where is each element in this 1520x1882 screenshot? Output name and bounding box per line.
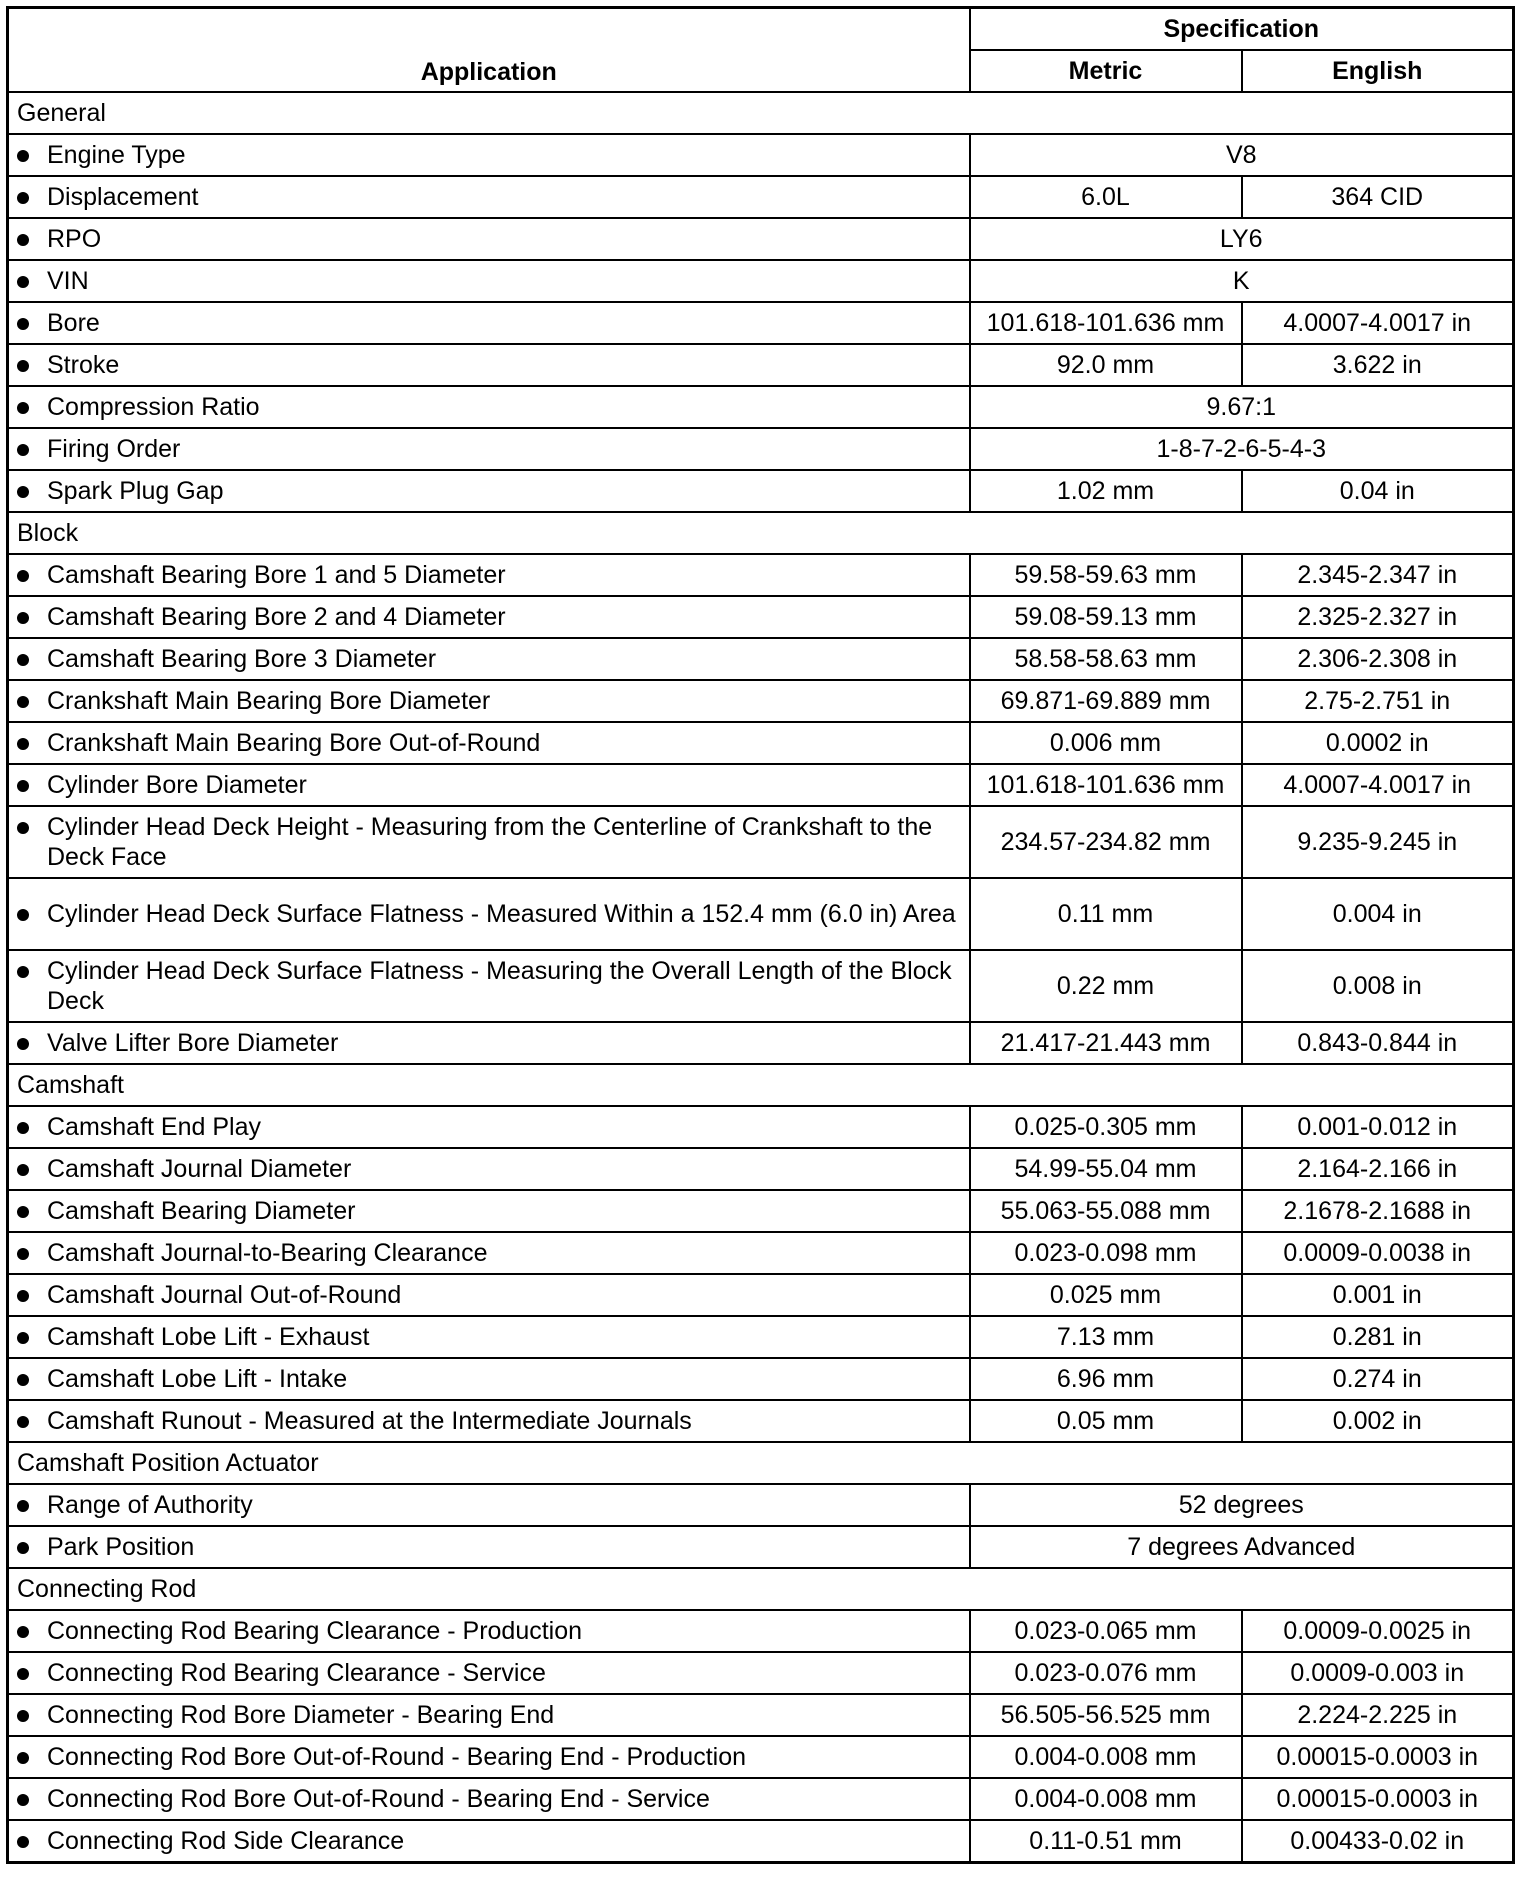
application-label: Connecting Rod Bearing Clearance - Service: [47, 1659, 546, 1687]
english-value: 2.75-2.751 in: [1242, 680, 1514, 722]
english-value: 0.00433-0.02 in: [1242, 1820, 1514, 1863]
application-label: Cylinder Head Deck Surface Flatness - Measuring the Overall Length of the Block Deck: [47, 957, 952, 1015]
application-label: RPO: [47, 225, 102, 253]
application-label: Connecting Rod Bore Diameter - Bearing End: [47, 1701, 555, 1729]
application-label: Stroke: [47, 351, 120, 379]
bullet-icon: [17, 360, 29, 372]
metric-value: 69.871-69.889 mm: [970, 680, 1242, 722]
metric-value: 0.11 mm: [970, 878, 1242, 950]
bullet-icon: [17, 1122, 29, 1134]
metric-value: 0.05 mm: [970, 1400, 1242, 1442]
table-row: [8, 386, 1514, 428]
english-value: 0.04 in: [1242, 470, 1514, 512]
spec-value: V8: [970, 134, 1514, 176]
header-application: Application: [8, 8, 970, 93]
application-label: Spark Plug Gap: [47, 477, 224, 505]
table-row: [8, 1148, 1514, 1190]
english-value: 4.0007-4.0017 in: [1242, 302, 1514, 344]
spec-value: K: [970, 260, 1514, 302]
bullet-icon: [17, 1290, 29, 1302]
application-cell: [8, 554, 970, 596]
application-cell: [8, 764, 970, 806]
application-cell: [8, 1148, 970, 1190]
metric-value: 0.004-0.008 mm: [970, 1778, 1242, 1820]
bullet-icon: [17, 1836, 29, 1848]
bullet-icon: [17, 1374, 29, 1386]
english-value: 0.0002 in: [1242, 722, 1514, 764]
metric-value: 0.023-0.098 mm: [970, 1232, 1242, 1274]
bullet-icon: [17, 276, 29, 288]
table-row: [8, 1820, 1514, 1863]
application-label: Camshaft Journal Out-of-Round: [47, 1281, 402, 1309]
application-label: Cylinder Bore Diameter: [47, 771, 307, 799]
application-cell: [8, 1820, 970, 1863]
english-value: 4.0007-4.0017 in: [1242, 764, 1514, 806]
application-label: Camshaft Lobe Lift - Exhaust: [47, 1323, 370, 1351]
bullet-icon: [17, 444, 29, 456]
table-row: [8, 722, 1514, 764]
application-cell: [8, 260, 970, 302]
application-cell: [8, 176, 970, 218]
english-value: 2.306-2.308 in: [1242, 638, 1514, 680]
table-row: [8, 470, 1514, 512]
table-row: [8, 1400, 1514, 1442]
metric-value: 0.006 mm: [970, 722, 1242, 764]
bullet-icon: [17, 1332, 29, 1344]
bullet-icon: [17, 696, 29, 708]
section-title: Connecting Rod: [8, 1568, 1514, 1610]
application-label: Crankshaft Main Bearing Bore Diameter: [47, 687, 491, 715]
application-cell: [8, 1106, 970, 1148]
table-row: [8, 344, 1514, 386]
table-row: [8, 1106, 1514, 1148]
application-cell: [8, 1610, 970, 1652]
metric-value: 56.505-56.525 mm: [970, 1694, 1242, 1736]
section-row: [8, 512, 1514, 554]
table-row: [8, 1778, 1514, 1820]
application-cell: [8, 1274, 970, 1316]
english-value: 0.004 in: [1242, 878, 1514, 950]
english-value: 0.00015-0.0003 in: [1242, 1736, 1514, 1778]
application-label: Camshaft Journal-to-Bearing Clearance: [47, 1239, 488, 1267]
bullet-icon: [17, 1416, 29, 1428]
application-label: Compression Ratio: [47, 393, 260, 421]
application-label: Camshaft End Play: [47, 1113, 261, 1141]
english-value: 0.843-0.844 in: [1242, 1022, 1514, 1064]
application-label: Bore: [47, 309, 100, 337]
application-cell: [8, 1232, 970, 1274]
section-row: [8, 1064, 1514, 1106]
application-cell: [8, 134, 970, 176]
metric-value: 21.417-21.443 mm: [970, 1022, 1242, 1064]
table-row: [8, 554, 1514, 596]
table-row: [8, 218, 1514, 260]
application-label: Connecting Rod Bearing Clearance - Production: [47, 1617, 583, 1645]
bullet-icon: [17, 1500, 29, 1512]
table-row: [8, 1484, 1514, 1526]
application-cell: [8, 878, 970, 950]
bullet-icon: [17, 234, 29, 246]
spec-value: LY6: [970, 218, 1514, 260]
table-row: [8, 428, 1514, 470]
table-row: [8, 878, 1514, 950]
table-row: [8, 1694, 1514, 1736]
section-row: [8, 92, 1514, 134]
table-row: [8, 638, 1514, 680]
bullet-icon: [17, 150, 29, 162]
application-label: Crankshaft Main Bearing Bore Out-of-Round: [47, 729, 541, 757]
application-label: Connecting Rod Bore Out-of-Round - Bearing End - Service: [47, 1785, 710, 1813]
application-cell: [8, 428, 970, 470]
header-specification: Specification: [970, 8, 1514, 51]
application-cell: [8, 344, 970, 386]
bullet-icon: [17, 780, 29, 792]
application-cell: [8, 1652, 970, 1694]
table-row: [8, 1316, 1514, 1358]
english-value: 2.1678-2.1688 in: [1242, 1190, 1514, 1232]
application-cell: [8, 470, 970, 512]
application-label: Cylinder Head Deck Height - Measuring from the Centerline of Crankshaft to the Deck Face: [47, 813, 933, 871]
bullet-icon: [17, 612, 29, 624]
bullet-icon: [17, 654, 29, 666]
application-cell: [8, 302, 970, 344]
header-english: English: [1242, 50, 1514, 92]
application-cell: [8, 680, 970, 722]
english-value: 0.0009-0.003 in: [1242, 1652, 1514, 1694]
application-label: Displacement: [47, 183, 199, 211]
table-row: [8, 1022, 1514, 1064]
table-row: [8, 1190, 1514, 1232]
english-value: 2.345-2.347 in: [1242, 554, 1514, 596]
table-row: [8, 1232, 1514, 1274]
table-row: [8, 302, 1514, 344]
section-row: [8, 1442, 1514, 1484]
metric-value: 0.025 mm: [970, 1274, 1242, 1316]
english-value: 9.235-9.245 in: [1242, 806, 1514, 878]
section-row: [8, 1568, 1514, 1610]
bullet-icon: [17, 1542, 29, 1554]
metric-value: 6.96 mm: [970, 1358, 1242, 1400]
application-label: Camshaft Bearing Bore 2 and 4 Diameter: [47, 603, 506, 631]
english-value: 0.002 in: [1242, 1400, 1514, 1442]
application-label: Valve Lifter Bore Diameter: [47, 1029, 339, 1057]
application-cell: [8, 1400, 970, 1442]
bullet-icon: [17, 1752, 29, 1764]
application-cell: [8, 1022, 970, 1064]
bullet-icon: [17, 1164, 29, 1176]
application-cell: [8, 218, 970, 260]
english-value: 2.164-2.166 in: [1242, 1148, 1514, 1190]
english-value: 0.274 in: [1242, 1358, 1514, 1400]
table-row: [8, 176, 1514, 218]
application-label: Range of Authority: [47, 1491, 253, 1519]
bullet-icon: [17, 1668, 29, 1680]
application-cell: [8, 1778, 970, 1820]
bullet-icon: [17, 402, 29, 414]
application-cell: [8, 596, 970, 638]
table-row: [8, 1358, 1514, 1400]
spec-value: 9.67:1: [970, 386, 1514, 428]
english-value: 0.001 in: [1242, 1274, 1514, 1316]
application-label: Camshaft Bearing Bore 1 and 5 Diameter: [47, 561, 506, 589]
bullet-icon: [17, 1626, 29, 1638]
metric-value: 92.0 mm: [970, 344, 1242, 386]
metric-value: 1.02 mm: [970, 470, 1242, 512]
metric-value: 58.58-58.63 mm: [970, 638, 1242, 680]
application-label: VIN: [47, 267, 89, 295]
application-cell: [8, 1694, 970, 1736]
table-row: [8, 950, 1514, 1022]
application-label: Camshaft Runout - Measured at the Intermediate Journals: [47, 1407, 692, 1435]
table-row: [8, 260, 1514, 302]
application-label: Firing Order: [47, 435, 181, 463]
application-cell: [8, 1736, 970, 1778]
spec-table: [6, 6, 1515, 1864]
table-row: [8, 1526, 1514, 1568]
application-cell: [8, 1484, 970, 1526]
bullet-icon: [17, 966, 29, 978]
application-cell: [8, 806, 970, 878]
section-title: General: [8, 92, 1514, 134]
spec-value: 1-8-7-2-6-5-4-3: [970, 428, 1514, 470]
table-row: [8, 134, 1514, 176]
english-value: 364 CID: [1242, 176, 1514, 218]
table-row: [8, 1652, 1514, 1694]
bullet-icon: [17, 1248, 29, 1260]
bullet-icon: [17, 318, 29, 330]
bullet-icon: [17, 909, 29, 921]
metric-value: 0.22 mm: [970, 950, 1242, 1022]
header-metric: Metric: [970, 50, 1242, 92]
application-label: Camshaft Bearing Diameter: [47, 1197, 356, 1225]
english-value: 0.008 in: [1242, 950, 1514, 1022]
bullet-icon: [17, 1038, 29, 1050]
table-row: [8, 680, 1514, 722]
english-value: 2.224-2.225 in: [1242, 1694, 1514, 1736]
application-cell: [8, 386, 970, 428]
application-cell: [8, 722, 970, 764]
english-value: 0.001-0.012 in: [1242, 1106, 1514, 1148]
metric-value: 54.99-55.04 mm: [970, 1148, 1242, 1190]
table-row: [8, 806, 1514, 878]
table-row: [8, 596, 1514, 638]
metric-value: 0.025-0.305 mm: [970, 1106, 1242, 1148]
application-cell: [8, 1526, 970, 1568]
table-row: [8, 764, 1514, 806]
metric-value: 0.11-0.51 mm: [970, 1820, 1242, 1863]
metric-value: 0.023-0.065 mm: [970, 1610, 1242, 1652]
bullet-icon: [17, 1710, 29, 1722]
english-value: 0.00015-0.0003 in: [1242, 1778, 1514, 1820]
bullet-icon: [17, 570, 29, 582]
metric-value: 234.57-234.82 mm: [970, 806, 1242, 878]
english-value: 2.325-2.327 in: [1242, 596, 1514, 638]
metric-value: 0.004-0.008 mm: [970, 1736, 1242, 1778]
bullet-icon: [17, 1206, 29, 1218]
section-title: Camshaft: [8, 1064, 1514, 1106]
bullet-icon: [17, 738, 29, 750]
bullet-icon: [17, 1794, 29, 1806]
section-title: Camshaft Position Actuator: [8, 1442, 1514, 1484]
table-row: [8, 1610, 1514, 1652]
table-row: [8, 1736, 1514, 1778]
application-cell: [8, 1358, 970, 1400]
spec-value: 7 degrees Advanced: [970, 1526, 1514, 1568]
application-label: Connecting Rod Side Clearance: [47, 1827, 405, 1855]
application-label: Camshaft Journal Diameter: [47, 1155, 352, 1183]
english-value: 3.622 in: [1242, 344, 1514, 386]
spec-value: 52 degrees: [970, 1484, 1514, 1526]
bullet-icon: [17, 192, 29, 204]
metric-value: 59.08-59.13 mm: [970, 596, 1242, 638]
application-cell: [8, 950, 970, 1022]
bullet-icon: [17, 822, 29, 834]
application-cell: [8, 638, 970, 680]
english-value: 0.281 in: [1242, 1316, 1514, 1358]
section-title: Block: [8, 512, 1514, 554]
application-cell: [8, 1190, 970, 1232]
metric-value: 55.063-55.088 mm: [970, 1190, 1242, 1232]
english-value: 0.0009-0.0038 in: [1242, 1232, 1514, 1274]
metric-value: 7.13 mm: [970, 1316, 1242, 1358]
application-label: Engine Type: [47, 141, 186, 169]
table-row: [8, 1274, 1514, 1316]
application-label: Park Position: [47, 1533, 195, 1561]
application-label: Connecting Rod Bore Out-of-Round - Bearing End - Production: [47, 1743, 746, 1771]
metric-value: 59.58-59.63 mm: [970, 554, 1242, 596]
english-value: 0.0009-0.0025 in: [1242, 1610, 1514, 1652]
metric-value: 6.0L: [970, 176, 1242, 218]
application-cell: [8, 1316, 970, 1358]
application-label: Camshaft Bearing Bore 3 Diameter: [47, 645, 437, 673]
metric-value: 0.023-0.076 mm: [970, 1652, 1242, 1694]
application-label: Cylinder Head Deck Surface Flatness - Measured Within a 152.4 mm (6.0 in) Area: [47, 900, 956, 928]
bullet-icon: [17, 486, 29, 498]
metric-value: 101.618-101.636 mm: [970, 302, 1242, 344]
spec-body: [8, 92, 1514, 1863]
application-label: Camshaft Lobe Lift - Intake: [47, 1365, 348, 1393]
metric-value: 101.618-101.636 mm: [970, 764, 1242, 806]
